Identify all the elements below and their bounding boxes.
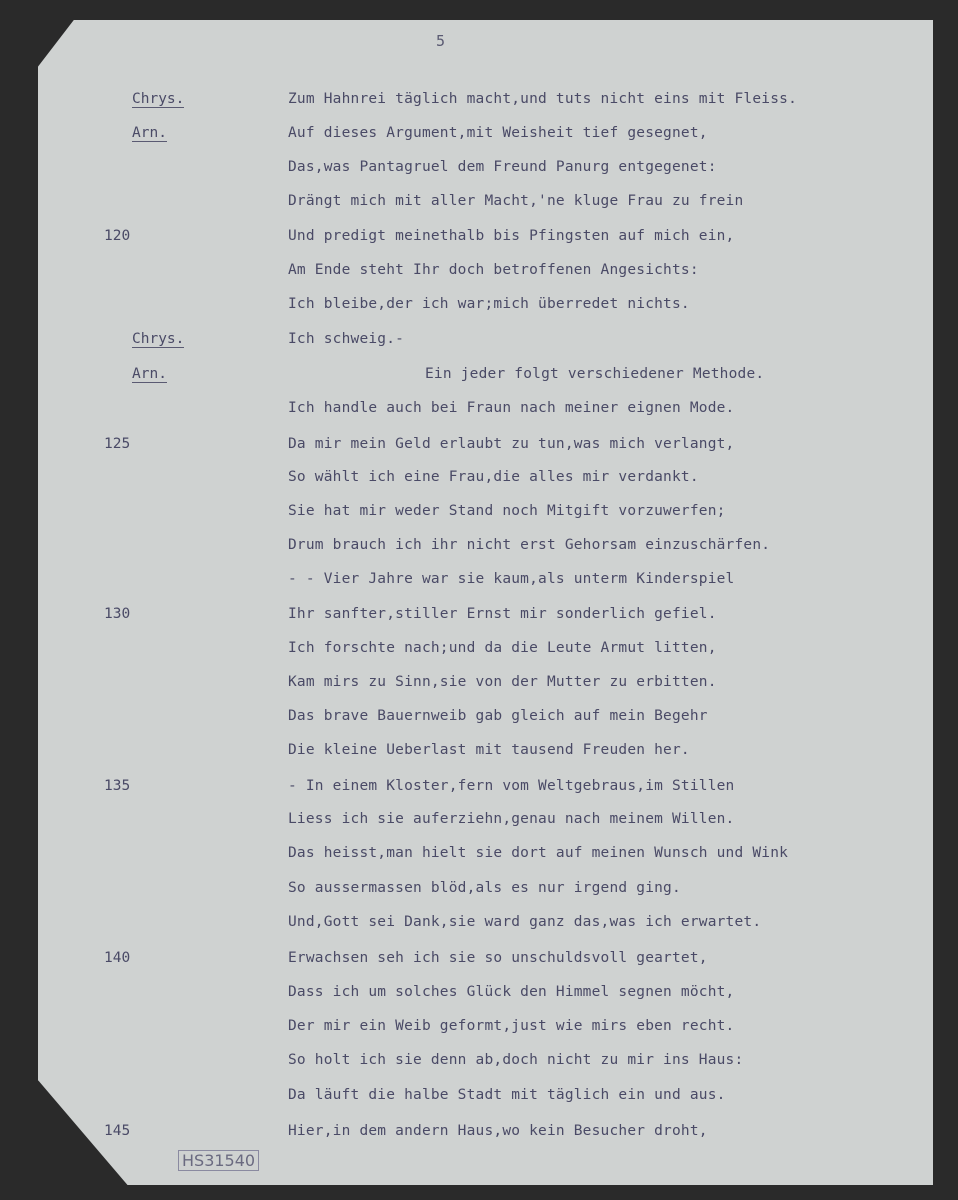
speaker-label: Arn. bbox=[132, 125, 167, 141]
verse-line: Sie hat mir weder Stand noch Mitgift vorzuwerfen; bbox=[288, 503, 726, 519]
verse-line: Drängt mich mit aller Macht,'ne kluge Frau zu frein bbox=[288, 193, 744, 209]
page-number: 5 bbox=[436, 32, 446, 50]
verse-line: Und,Gott sei Dank,sie ward ganz das,was ich erwartet. bbox=[288, 914, 762, 930]
verse-number: 140 bbox=[104, 950, 131, 966]
verse-line: Zum Hahnrei täglich macht,und tuts nicht eins mit Fleiss. bbox=[288, 91, 797, 107]
verse-line: Das heisst,man hielt sie dort auf meinen Wunsch und Wink bbox=[288, 845, 789, 861]
verse-line: Die kleine Ueberlast mit tausend Freuden her. bbox=[288, 742, 690, 758]
verse-line: Ich schweig.- bbox=[288, 331, 405, 347]
verse-line: So holt ich sie denn ab,doch nicht zu mir ins Haus: bbox=[288, 1052, 744, 1068]
verse-line: - - Vier Jahre war sie kaum,als unterm Kinderspiel bbox=[288, 571, 735, 587]
verse-line: - In einem Kloster,fern vom Weltgebraus,im Stillen bbox=[288, 778, 735, 794]
verse-line: Das brave Bauernweib gab gleich auf mein Begehr bbox=[288, 708, 708, 724]
verse-line: Und predigt meinethalb bis Pfingsten auf mich ein, bbox=[288, 228, 735, 244]
shelfmark: HS31540 bbox=[178, 1150, 259, 1171]
verse-number: 125 bbox=[104, 436, 131, 452]
verse-number: 130 bbox=[104, 606, 131, 622]
verse-line: So aussermassen blöd,als es nur irgend ging. bbox=[288, 880, 681, 896]
verse-line: Ihr sanfter,stiller Ernst mir sonderlich gefiel. bbox=[288, 606, 717, 622]
verse-number: 145 bbox=[104, 1123, 131, 1139]
verse-line: Da läuft die halbe Stadt mit täglich ein und aus. bbox=[288, 1087, 726, 1103]
verse-number: 120 bbox=[104, 228, 131, 244]
verse-line: Kam mirs zu Sinn,sie von der Mutter zu erbitten. bbox=[288, 674, 717, 690]
verse-line: Ein jeder folgt verschiedener Methode. bbox=[425, 366, 765, 382]
verse-line: Ich forschte nach;und da die Leute Armut litten, bbox=[288, 640, 717, 656]
verse-line: Das,was Pantagruel dem Freund Panurg entgegenet: bbox=[288, 159, 717, 175]
verse-line: Drum brauch ich ihr nicht erst Gehorsam einzuschärfen. bbox=[288, 537, 771, 553]
verse-line: Ich bleibe,der ich war;mich überredet nichts. bbox=[288, 296, 690, 312]
verse-line: So wählt ich eine Frau,die alles mir verdankt. bbox=[288, 469, 699, 485]
verse-number: 135 bbox=[104, 778, 131, 794]
speaker-label: Chrys. bbox=[132, 91, 185, 107]
verse-line: Hier,in dem andern Haus,wo kein Besucher droht, bbox=[288, 1123, 708, 1139]
verse-line: Auf dieses Argument,mit Weisheit tief gesegnet, bbox=[288, 125, 708, 141]
verse-line: Dass ich um solches Glück den Himmel segnen möcht, bbox=[288, 984, 735, 1000]
speaker-label: Arn. bbox=[132, 366, 167, 382]
verse-line: Am Ende steht Ihr doch betroffenen Angesichts: bbox=[288, 262, 699, 278]
verse-line: Der mir ein Weib geformt,just wie mirs eben recht. bbox=[288, 1018, 735, 1034]
verse-line: Erwachsen seh ich sie so unschuldsvoll geartet, bbox=[288, 950, 708, 966]
speaker-label: Chrys. bbox=[132, 331, 185, 347]
verse-line: Ich handle auch bei Fraun nach meiner eignen Mode. bbox=[288, 400, 735, 416]
verse-line: Liess ich sie auferziehn,genau nach meinem Willen. bbox=[288, 811, 735, 827]
verse-line: Da mir mein Geld erlaubt zu tun,was mich verlangt, bbox=[288, 436, 735, 452]
